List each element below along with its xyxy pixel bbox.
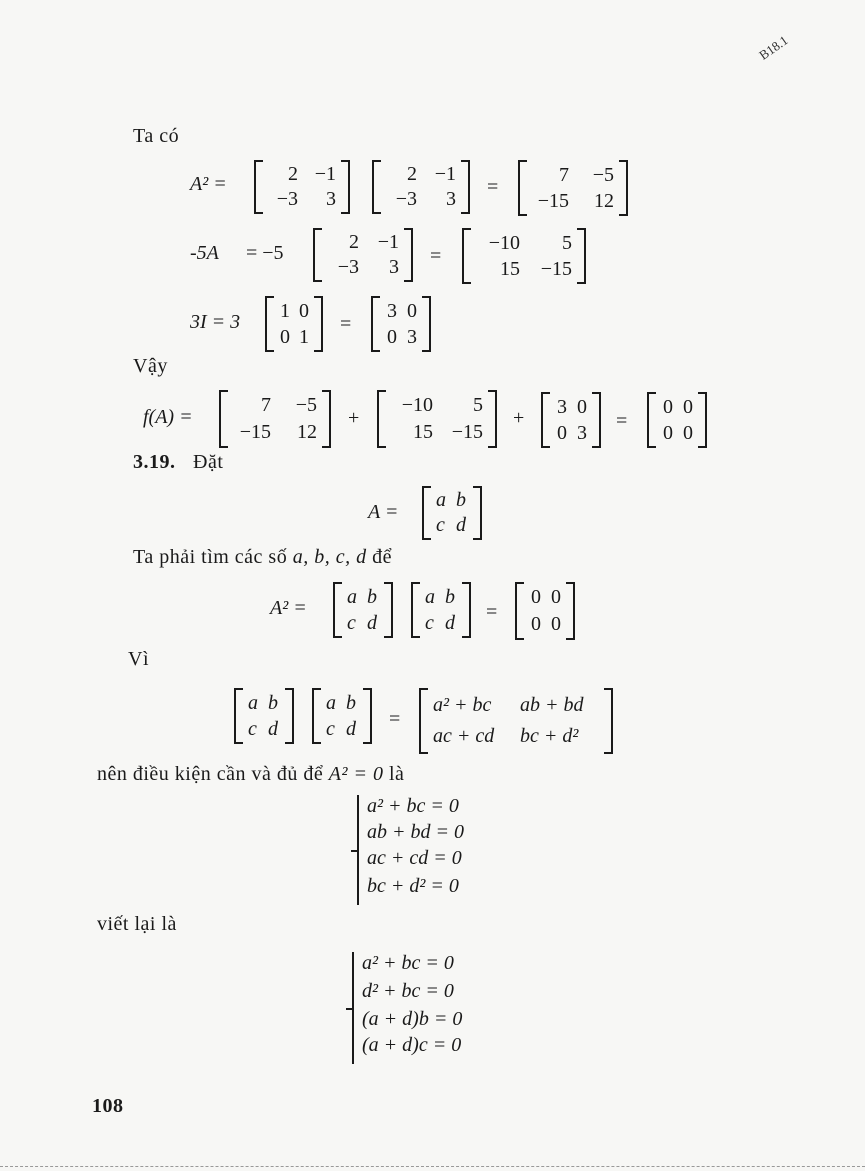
ta-phai-end: để (372, 546, 392, 568)
eq6-matrix-1: a b c d (333, 582, 393, 638)
eq5-matrix: a b c d (422, 486, 482, 540)
vi-text: Vì (128, 648, 149, 670)
system-1 (357, 795, 507, 905)
eq4-matrix-zero: 0 0 0 0 (647, 392, 707, 448)
eq2-matrix-result: −10 5 15 −15 (462, 228, 586, 284)
eq7-equals: = (389, 708, 401, 730)
nen-text (97, 763, 404, 786)
eq6-matrix-zero: 0 0 0 0 (515, 582, 575, 640)
eq6-equals: = (486, 601, 498, 623)
eq6-matrix-2: a b c d (411, 582, 471, 638)
eq1-lhs: A² = (190, 173, 227, 195)
system-1-row: a² + bc = 0 (367, 795, 459, 817)
eq2-equals: = (430, 245, 442, 267)
eq4-plus-1: + (348, 407, 360, 429)
eq4-matrix-1: 7 −5 −15 12 (219, 390, 331, 448)
eq1-matrix-result: 7 −5 −15 12 (518, 160, 628, 216)
ta-phai-lead: Ta phải tìm các số (133, 546, 288, 568)
eq2-mid: = −5 (246, 242, 284, 264)
eq3-matrix-result: 3 0 0 3 (371, 296, 431, 352)
corner-annotation: B18.1 (756, 32, 791, 63)
nen-end: là (388, 763, 405, 785)
system-2-row: a² + bc = 0 (362, 952, 454, 974)
system-1-row: bc + d² = 0 (367, 875, 459, 897)
eq2-matrix-1: 2 −1 −3 3 (313, 228, 413, 282)
eq4-matrix-3: 3 0 0 3 (541, 392, 601, 448)
page-number: 108 (92, 1095, 124, 1117)
page-edge-divider (0, 1166, 865, 1167)
left-brace (352, 952, 360, 1064)
eq1-equals: = (487, 176, 499, 198)
ta-co-text: Ta có (133, 125, 180, 147)
system-2-row: (a + d)b = 0 (362, 1008, 463, 1030)
eq3-matrix-identity: 1 0 0 1 (265, 296, 323, 352)
system-2 (352, 952, 502, 1064)
left-brace (357, 795, 365, 905)
eq5-lhs: A = (368, 501, 399, 523)
system-2-row: (a + d)c = 0 (362, 1034, 462, 1056)
eq7-matrix-result: a² + bc ab + bd ac + cd bc + d² (419, 688, 613, 754)
ta-phai-vars: a, b, c, d (292, 546, 367, 568)
nen-lead: nên điều kiện cần và đủ để (97, 763, 324, 785)
eq4-matrix-2: −10 5 15 −15 (377, 390, 497, 448)
eq6-lhs: A² = (270, 597, 307, 619)
nen-expr: A² = 0 (328, 763, 384, 785)
eq4-lhs: f(A) = (143, 406, 193, 428)
viet-lai-text: viết lại là (97, 913, 177, 935)
eq3-lhs: 3I = 3 (190, 311, 241, 333)
section-number: 3.19. (133, 451, 176, 473)
eq3-equals: = (340, 313, 352, 335)
eq7-matrix-2: a b c d (312, 688, 372, 744)
system-2-row: d² + bc = 0 (362, 980, 454, 1002)
system-1-row: ab + bd = 0 (367, 821, 464, 843)
eq4-equals: = (616, 410, 628, 432)
vay-text: Vậy (133, 355, 168, 377)
eq7-matrix-1: a b c d (234, 688, 294, 744)
eq1-matrix-2: 2 −1 −3 3 (372, 160, 470, 214)
ta-phai-text (133, 546, 392, 569)
system-1-row: ac + cd = 0 (367, 847, 462, 869)
eq1-matrix-1: 2 −1 −3 3 (254, 160, 350, 214)
eq2-lhs: -5A (190, 242, 219, 264)
eq4-plus-2: + (513, 407, 525, 429)
section-title: Đặt (193, 451, 224, 473)
